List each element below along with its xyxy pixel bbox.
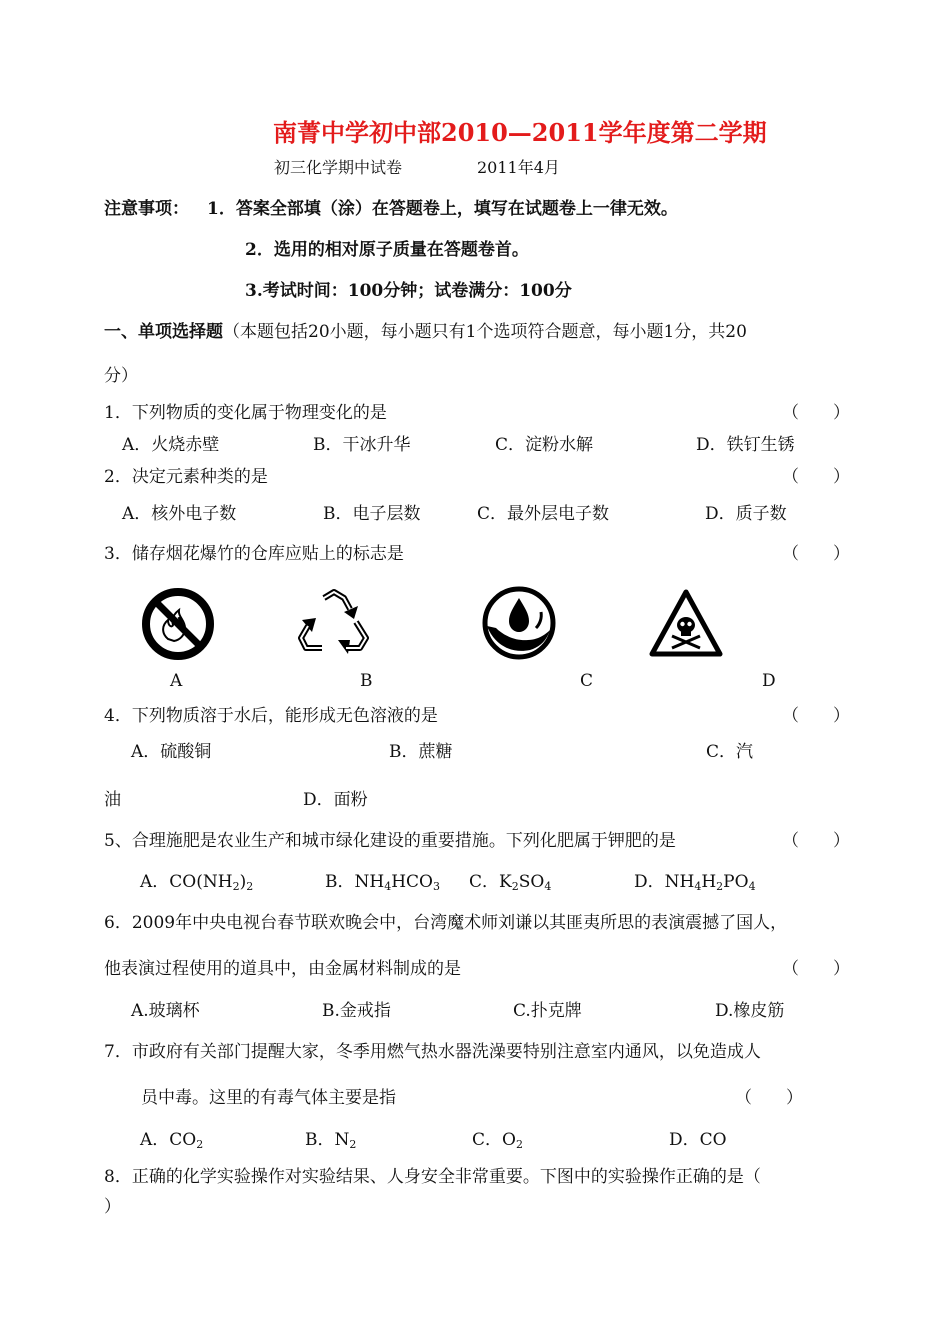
q1-answer-paren: （ ） <box>782 403 850 423</box>
exam-title: 南菁中学初中部2010—2011学年度第二学期 <box>273 118 767 147</box>
q2-stem: 2．决定元素种类的是 <box>104 467 268 487</box>
q6-stem-line2: 他表演过程使用的道具中，由金属材料制成的是 <box>104 959 461 979</box>
q5-option-c: C．$K_2SO_4$ <box>469 872 552 893</box>
q7-option-d: D．CO <box>669 1130 727 1150</box>
q7-stem-line2: 员中毒。这里的有毒气体主要是指 <box>141 1088 396 1108</box>
q6-option-c: C.扑克牌 <box>513 1001 582 1021</box>
q7-option-a: A．$CO_2$ <box>140 1130 204 1151</box>
exam-date: 2011年4月 <box>477 158 560 177</box>
no-fire-sign-icon <box>141 587 215 661</box>
q8-stem-close: ） <box>104 1197 121 1217</box>
section-heading: 一、单项选择题 <box>104 322 223 342</box>
q6-answer-paren: （ ） <box>782 959 850 979</box>
q6-option-a: A.玻璃杯 <box>131 1001 200 1021</box>
note-1: 1．答案全部填（涂）在答题卷上，填写在试题卷上一律无效。 <box>207 199 678 219</box>
q5-stem: 5、合理施肥是农业生产和城市绿化建设的重要措施。下列化肥属于钾肥的是 <box>104 831 676 851</box>
q1-option-a: A．火烧赤壁 <box>122 435 220 455</box>
q7-answer-paren: （ ） <box>735 1088 803 1108</box>
q2-option-d: D．质子数 <box>705 504 787 524</box>
q6-option-b: B.金戒指 <box>322 1001 391 1021</box>
recycle-sign-icon <box>296 588 372 658</box>
q1-option-b: B．干冰升华 <box>313 435 411 455</box>
q5-option-b: B．$NH_4HCO_3$ <box>325 872 440 893</box>
q1-option-d: D．铁钉生锈 <box>696 435 795 455</box>
q2-option-c: C．最外层电子数 <box>477 504 610 524</box>
q3-label-b: B <box>360 671 373 691</box>
q1-option-c: C．淀粉水解 <box>495 435 594 455</box>
section-desc-cont: 分） <box>104 366 138 386</box>
q7-stem-line1: 7．市政府有关部门提醒大家，冬季用燃气热水器洗澡要特别注意室内通风，以免造成人 <box>104 1042 761 1062</box>
q2-option-b: B．电子层数 <box>323 504 421 524</box>
q6-stem-line1: 6．2009年中央电视台春节联欢晚会中，台湾魔术师刘谦以其匪夷所思的表演震撼了国人， <box>104 913 788 933</box>
q4-answer-paren: （ ） <box>782 706 850 726</box>
q5-option-d: D．$NH_4H_2PO_4$ <box>634 872 756 893</box>
q4-option-b: B．蔗糖 <box>389 742 453 762</box>
q3-label-d: D <box>762 671 776 691</box>
q1-stem: 1．下列物质的变化属于物理变化的是 <box>104 403 387 423</box>
water-saving-sign-icon <box>480 584 558 662</box>
q5-option-a: A．$CO(NH_2)_2$ <box>140 872 254 893</box>
q4-option-a: A．硫酸铜 <box>131 742 212 762</box>
q3-label-a: A <box>170 671 183 691</box>
q4-option-d: D．面粉 <box>303 790 368 810</box>
q2-answer-paren: （ ） <box>782 467 850 487</box>
q6-option-d: D.橡皮筋 <box>715 1001 785 1021</box>
q2-option-a: A．核外电子数 <box>122 504 237 524</box>
q3-label-c: C <box>580 671 594 691</box>
section-heading-row <box>104 321 747 343</box>
toxic-sign-icon <box>648 588 724 658</box>
exam-subtitle: 初三化学期中试卷 <box>274 158 403 177</box>
q5-answer-paren: （ ） <box>782 831 850 851</box>
section-desc: （本题包括20小题，每小题只有1个选项符合题意，每小题1分，共20 <box>223 322 747 342</box>
q3-answer-paren: （ ） <box>782 544 850 564</box>
q4-option-c-start: C．汽 <box>706 742 754 762</box>
note-2: 2．选用的相对原子质量在答题卷首。 <box>245 240 529 260</box>
q4-option-c-end: 油 <box>104 790 121 810</box>
q4-stem: 4．下列物质溶于水后，能形成无色溶液的是 <box>104 706 438 726</box>
note-3: 3.考试时间：100分钟；试卷满分：100分 <box>245 281 572 301</box>
q7-option-c: C．$O_2$ <box>472 1130 523 1151</box>
q8-stem: 8．正确的化学实验操作对实验结果、人身安全非常重要。下图中的实验操作正确的是（ <box>104 1167 761 1187</box>
q3-stem: 3．储存烟花爆竹的仓库应贴上的标志是 <box>104 544 404 564</box>
q7-option-b: B．$N_2$ <box>305 1130 357 1151</box>
notes-label: 注意事项： <box>104 199 189 219</box>
